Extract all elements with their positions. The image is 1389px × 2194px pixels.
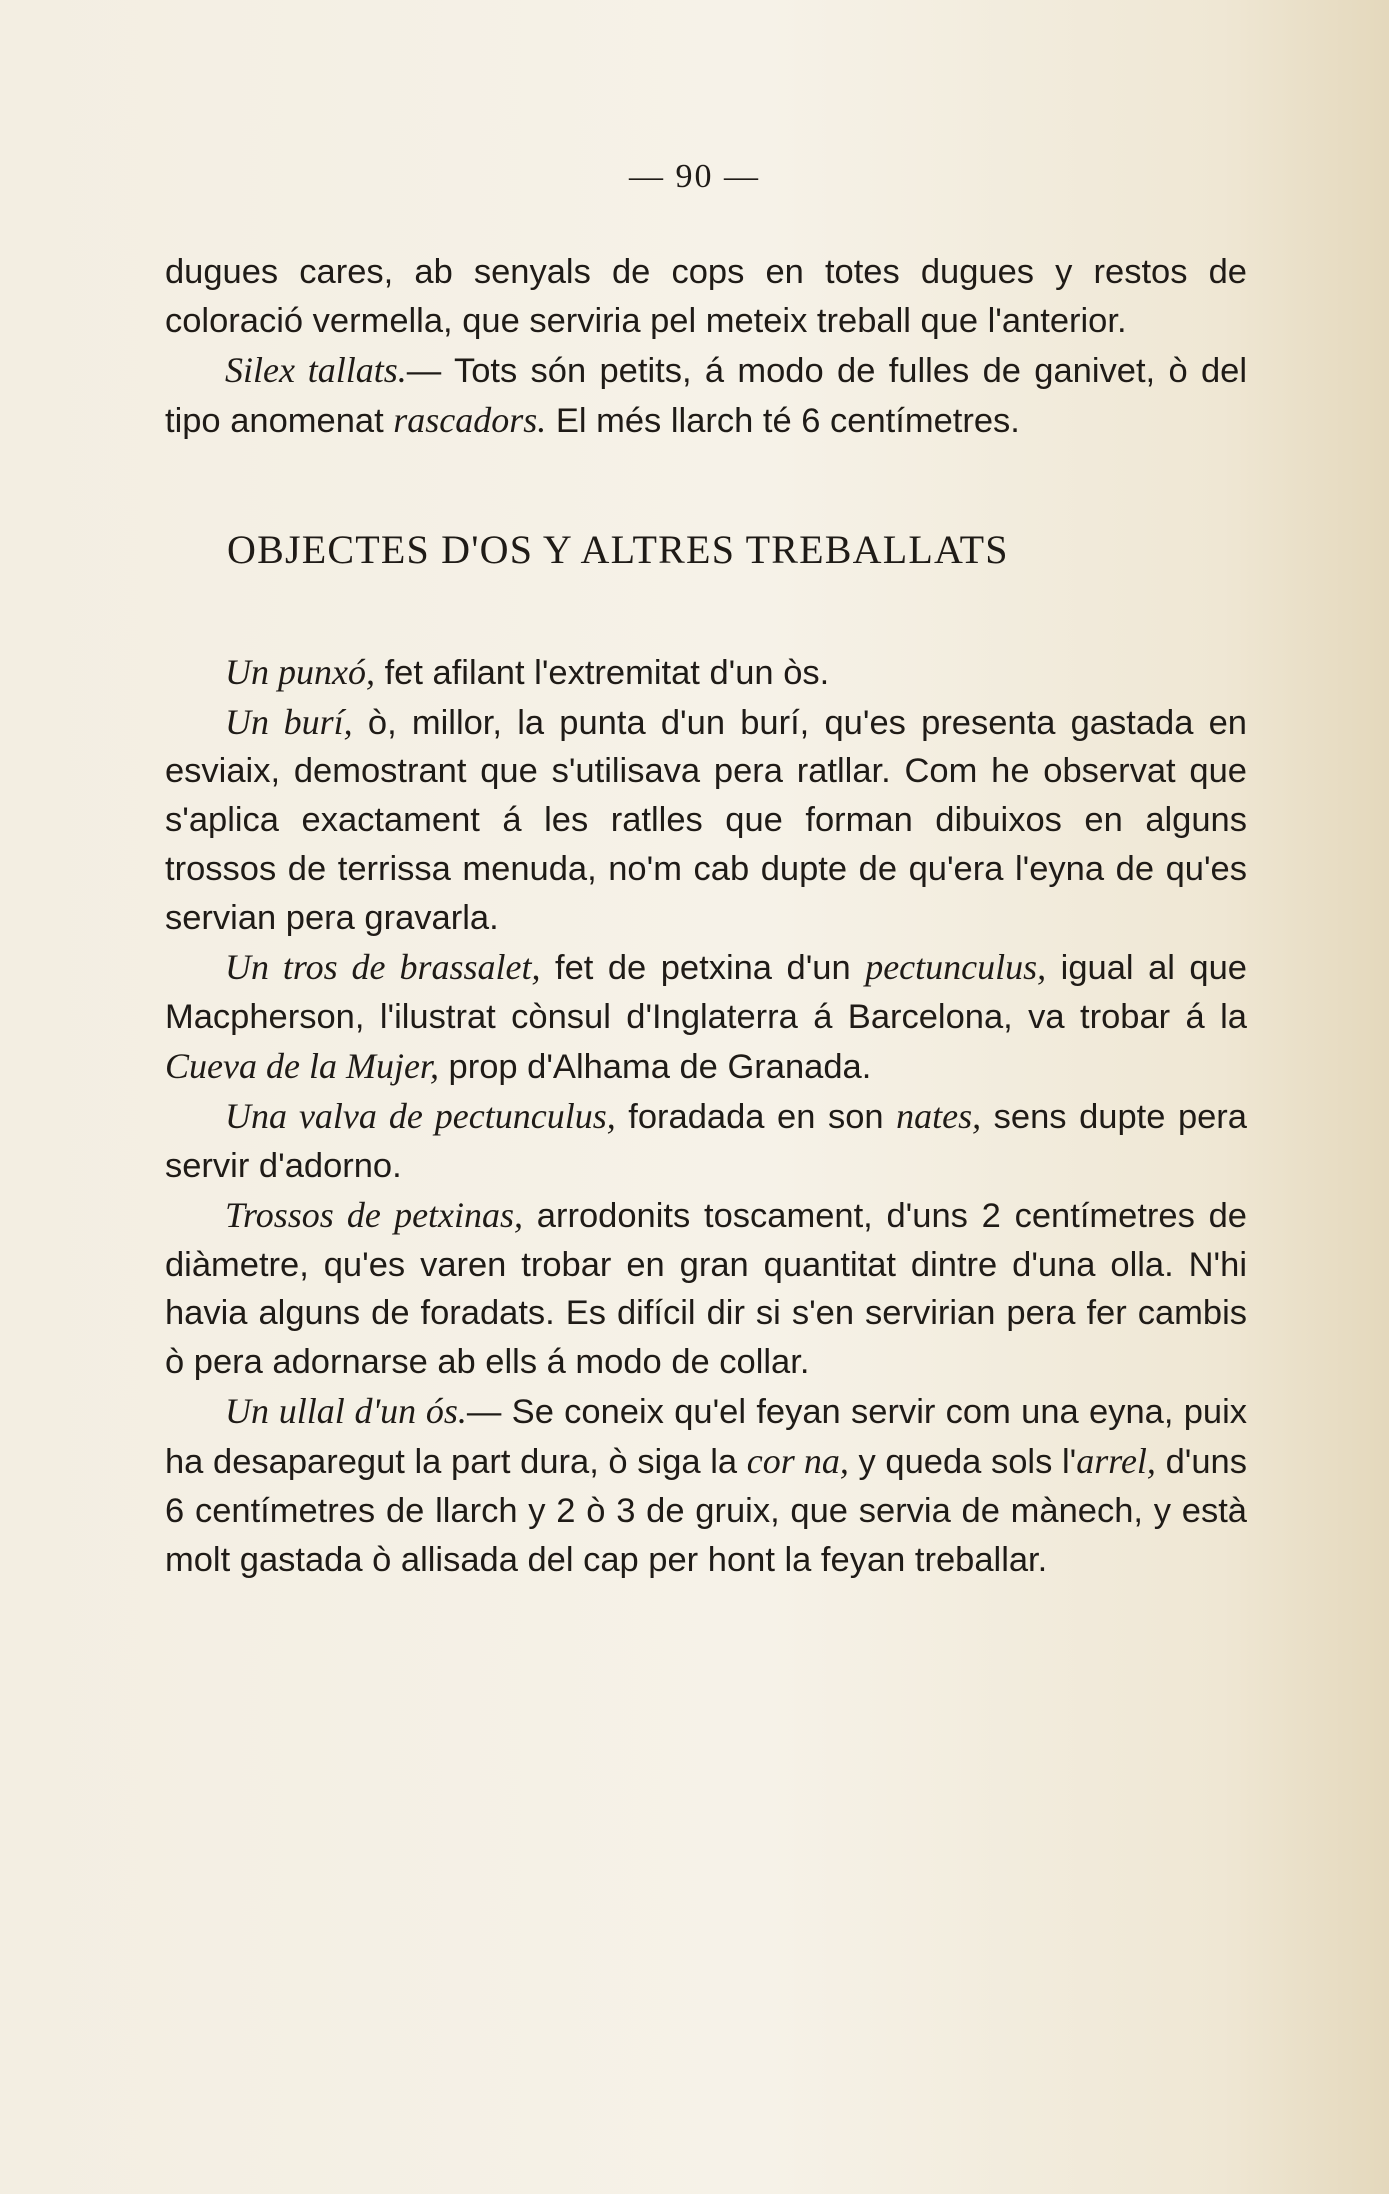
italic-term: nates, bbox=[896, 1095, 982, 1136]
italic-term: cor na, bbox=[746, 1441, 849, 1482]
italic-term: Un punxó, bbox=[225, 651, 375, 692]
paragraph bbox=[165, 1092, 1247, 1191]
paragraph-text: — Tots són petits, á modo de fulles de ganivet, ò del tipo anomenat bbox=[165, 351, 1248, 440]
paragraph-text: fet afilant l'extremitat d'un òs. bbox=[374, 653, 830, 692]
paragraph-text: foradada en son bbox=[615, 1097, 897, 1136]
italic-term: rascadors. bbox=[393, 399, 547, 440]
paragraph-text: sens dupte pera servir d'adorno. bbox=[165, 1097, 1247, 1185]
paragraph bbox=[165, 698, 1247, 944]
paragraph: dugues cares, ab senyals de cops en totes dugues y restos de coloració vermella, que serviria pel meteix treball que l'anterior. bbox=[165, 253, 1247, 340]
italic-term: arrel, bbox=[1076, 1441, 1156, 1482]
italic-term: Trossos de petxinas, bbox=[225, 1194, 524, 1235]
paragraph-text: d'uns 6 centímetres de llarch y 2 ò 3 de gruix, que servia de mànech, y està molt gastada ò allisada del cap per hont la feyan treballar. bbox=[165, 1443, 1247, 1579]
paragraph bbox=[165, 346, 1247, 446]
paragraph-text: arrodonits toscament, d'uns 2 centímetres de diàmetre, qu'es varen trobar en gran quantitat dintre d'una olla. N'hi havia alguns de foradats. Es difícil dir si s'en servirian pera fer cambis ò pera adornarse ab ells á modo de collar. bbox=[165, 1196, 1247, 1382]
italic-term: Un burí, bbox=[225, 701, 353, 742]
paragraph-text: y queda sols l' bbox=[848, 1443, 1077, 1482]
paragraph-text: — Se coneix qu'el feyan servir com una eyna, puix ha desaparegut la part dura, ò siga la bbox=[165, 1393, 1247, 1482]
italic-term: Un tros de brassalet, bbox=[225, 947, 541, 988]
italic-term: Una valva de pectunculus, bbox=[225, 1095, 616, 1136]
section-heading: OBJECTES D'OS Y ALTRES TREBALLATS bbox=[227, 526, 1009, 572]
paragraph bbox=[165, 943, 1247, 1092]
italic-term: pectunculus, bbox=[865, 947, 1047, 988]
paragraph-text: fet de petxina d'un bbox=[540, 949, 866, 988]
paragraph-text: igual al que Macpherson, l'ilustrat cònsul d'Inglaterra á Barcelona, va trobar á la bbox=[165, 949, 1247, 1036]
page-number: — 90 — bbox=[629, 158, 760, 195]
italic-term: Silex tallats. bbox=[225, 349, 407, 390]
paragraph bbox=[165, 1387, 1247, 1585]
paragraph bbox=[165, 1191, 1247, 1388]
italic-term: Un ullal d'un ós. bbox=[225, 1391, 467, 1432]
paragraph bbox=[165, 648, 1247, 698]
paragraph-text: ò, millor, la punta d'un burí, qu'es presenta gastada en esviaix, demostrant que s'utilisava pera ratllar. Com he observat que s'aplica exactament á les ratlles que forman dibuixos en alguns trossos de terrissa menuda, no'm cab dupte de qu'era l'eyna de qu'es servian pera gravarla. bbox=[165, 703, 1247, 938]
paragraph-text: El més llarch té 6 centímetres. bbox=[546, 401, 1020, 440]
paragraph-text: prop d'Alhama de Granada. bbox=[438, 1047, 872, 1086]
body-text bbox=[165, 248, 1247, 1585]
italic-term: Cueva de la Mujer, bbox=[165, 1045, 439, 1086]
